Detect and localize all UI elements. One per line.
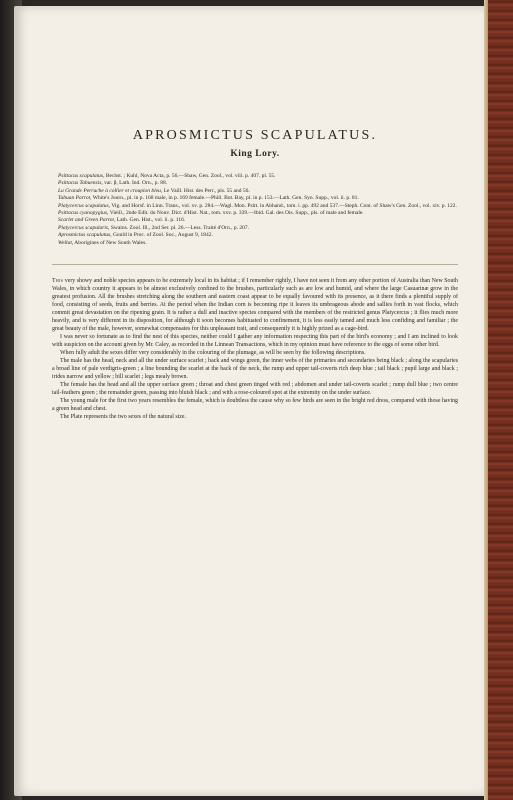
synonym-citation: Gould in Proc. of Zool. Soc., August 9, 1842. bbox=[111, 232, 213, 239]
synonym-name: Psittacus Tabuensis, bbox=[58, 180, 103, 187]
book-cover-edge bbox=[484, 0, 513, 800]
synonym-entry bbox=[58, 210, 458, 217]
synonym-name: Tabuan Parrot, bbox=[58, 195, 92, 202]
paragraph-young: The young male for the first two years resembles the female, which is doubtless the cause why so few birds are seen in the bright red dress, compared with those having a green head and chest. bbox=[52, 398, 458, 413]
synonym-name: Platycercus scapularis, bbox=[58, 224, 110, 231]
synonym-name: Aprosmictus scapulatus, bbox=[58, 232, 112, 239]
species-title: APROSMICTUS SCAPULATUS. bbox=[132, 128, 378, 143]
synonym-entry bbox=[58, 180, 458, 187]
lead-word: This bbox=[52, 278, 64, 285]
synonym-citation: var. β, Lath. Ind. Orn., p. 88. bbox=[102, 180, 168, 187]
synonym-name: Wellat, bbox=[58, 239, 74, 246]
synonym-entry bbox=[58, 240, 458, 247]
synonym-citation: Aborigines of New South Wales. bbox=[73, 239, 147, 246]
synonymy-list bbox=[58, 173, 458, 247]
section-divider bbox=[52, 264, 458, 265]
synonym-entry bbox=[58, 195, 458, 202]
page-content bbox=[52, 128, 458, 421]
synonym-name: Psittacus scapulatus, bbox=[58, 173, 105, 179]
paragraph-nesting: I was never so fortunate as to find the nest of this species, neither could I gather any information respecting this part of the bird's economy ; and I am inclined to look with suspicion on the account given by Mr. Caley, as recorded in the Linnean Transactions, which in my opinion must have reference to the eggs of some other bird. bbox=[52, 334, 458, 349]
synonym-entry bbox=[58, 232, 458, 239]
paragraph-text: very showy and noble species appears to be extremely local in its habitat ; if I remember rightly, I have not seen it from any other portion of Australia than New South Wales, in which country it appears to be almost exclusively confined to the brushes, particularly such as are low and humid, and where the large Casuarinæ grow in the greatest profusion. All the brushes stretching along the southern and eastern coast appear to be equally favoured with its presence, as it there finds a plentiful supply of food, consisting of seeds, fruits and berries. At the period when the Indian corn is becoming ripe it leaves its umbrageous abode and sallies forth in vast flocks, which commit great devastation on the ripening grain. It is rather a dull and inactive species compared with the members of the restricted genus Platycercus ; it flies much more heavily, and is very different in its disposition, for although it soon becomes habituated to confinement, it is less easily tamed and much less confiding and familiar ; the great beauty of the male, however, somewhat compensates for this unpleasant trait, and consequently it is highly prized as a cage-bird. bbox=[52, 278, 458, 333]
synonym-entry bbox=[58, 173, 458, 180]
synonym-entry bbox=[58, 203, 458, 210]
paragraph-habitat bbox=[52, 277, 458, 333]
paragraph-female: The female has the head and all the upper surface green ; throat and chest green tinged with red ; abdomen and under tail-coverts scarlet ; rump dull blue ; two centre tail-feathers green ; the remainder green, passing into bluish black ; and with a rose-coloured spot at the extremity on the under surface. bbox=[52, 382, 458, 397]
synonym-citation: Vieill., 2nde Edit. du Nouv. Dict. d'Hist. Nat., tom. xxv. p. 339.—Ibid. Gal. des Ois. Supp., pls. of male and female. bbox=[108, 210, 364, 217]
description-body bbox=[52, 277, 458, 421]
synonym-citation: Bechst. ; Kuhl, Nova Acta, p. 56.—Shaw, Gen. Zool., vol. viii. p. 407. pl. 55. bbox=[104, 173, 276, 179]
common-name: King Lory. bbox=[230, 149, 280, 159]
synonym-entry bbox=[58, 217, 458, 224]
synonym-name: Psittacus cyanopygius, bbox=[58, 210, 109, 217]
synonym-name: Scarlet and Green Parrot, bbox=[58, 217, 116, 224]
synonym-citation: White's Journ., pl. in p. 168 male, in p. 169 female.—Phill. Bot. Bay, pl. in p. 153.—Lath. Gen. Syn. Supp., vol. ii. p. 81. bbox=[91, 195, 359, 202]
synonym-citation: Le Vaill. Hist. des Perr., pls. 55 and 56. bbox=[162, 187, 250, 194]
synonym-citation: Vig. and Horsf. in Linn. Trans., vol. xv. p. 284.—Wagl. Mon. Psitt. in Abhand., tom. i. pp. 492 and 537.—Steph. Cont. of Shaw's Gen. Zool., vol. xiv. p. 122. bbox=[110, 202, 457, 209]
synonym-citation: Lath. Gen. Hist., vol. ii. p. 116. bbox=[115, 217, 186, 224]
synonym-name: La Grande Perruche à collier et croupion bleu, bbox=[58, 187, 163, 194]
synonym-citation: Swains. Zool. Ill., 2nd Ser. pl. 26.—Less. Traité d'Orn., p. 207. bbox=[109, 224, 249, 231]
paragraph-sexes: When fully adult the sexes differ very considerably in the colouring of the plumage, as will be seen by the following descriptions. bbox=[60, 350, 366, 357]
synonym-name: Platycercus scapulatus, bbox=[58, 202, 111, 209]
paragraph-plate: The Plate represents the two sexes of the natural size. bbox=[60, 414, 186, 421]
paragraph-male: The male has the head, neck and all the under surface scarlet ; back and wings green, the inner webs of the primaries and secondaries being black ; along the scapularies a broad line of pale verdigris-green ; a line bounding the scarlet at the back of the neck, the rump and upper tail-coverts rich deep blue ; tail black ; pupil large and black ; irides narrow and yellow ; bill scarlet ; legs mealy brown. bbox=[52, 358, 458, 381]
